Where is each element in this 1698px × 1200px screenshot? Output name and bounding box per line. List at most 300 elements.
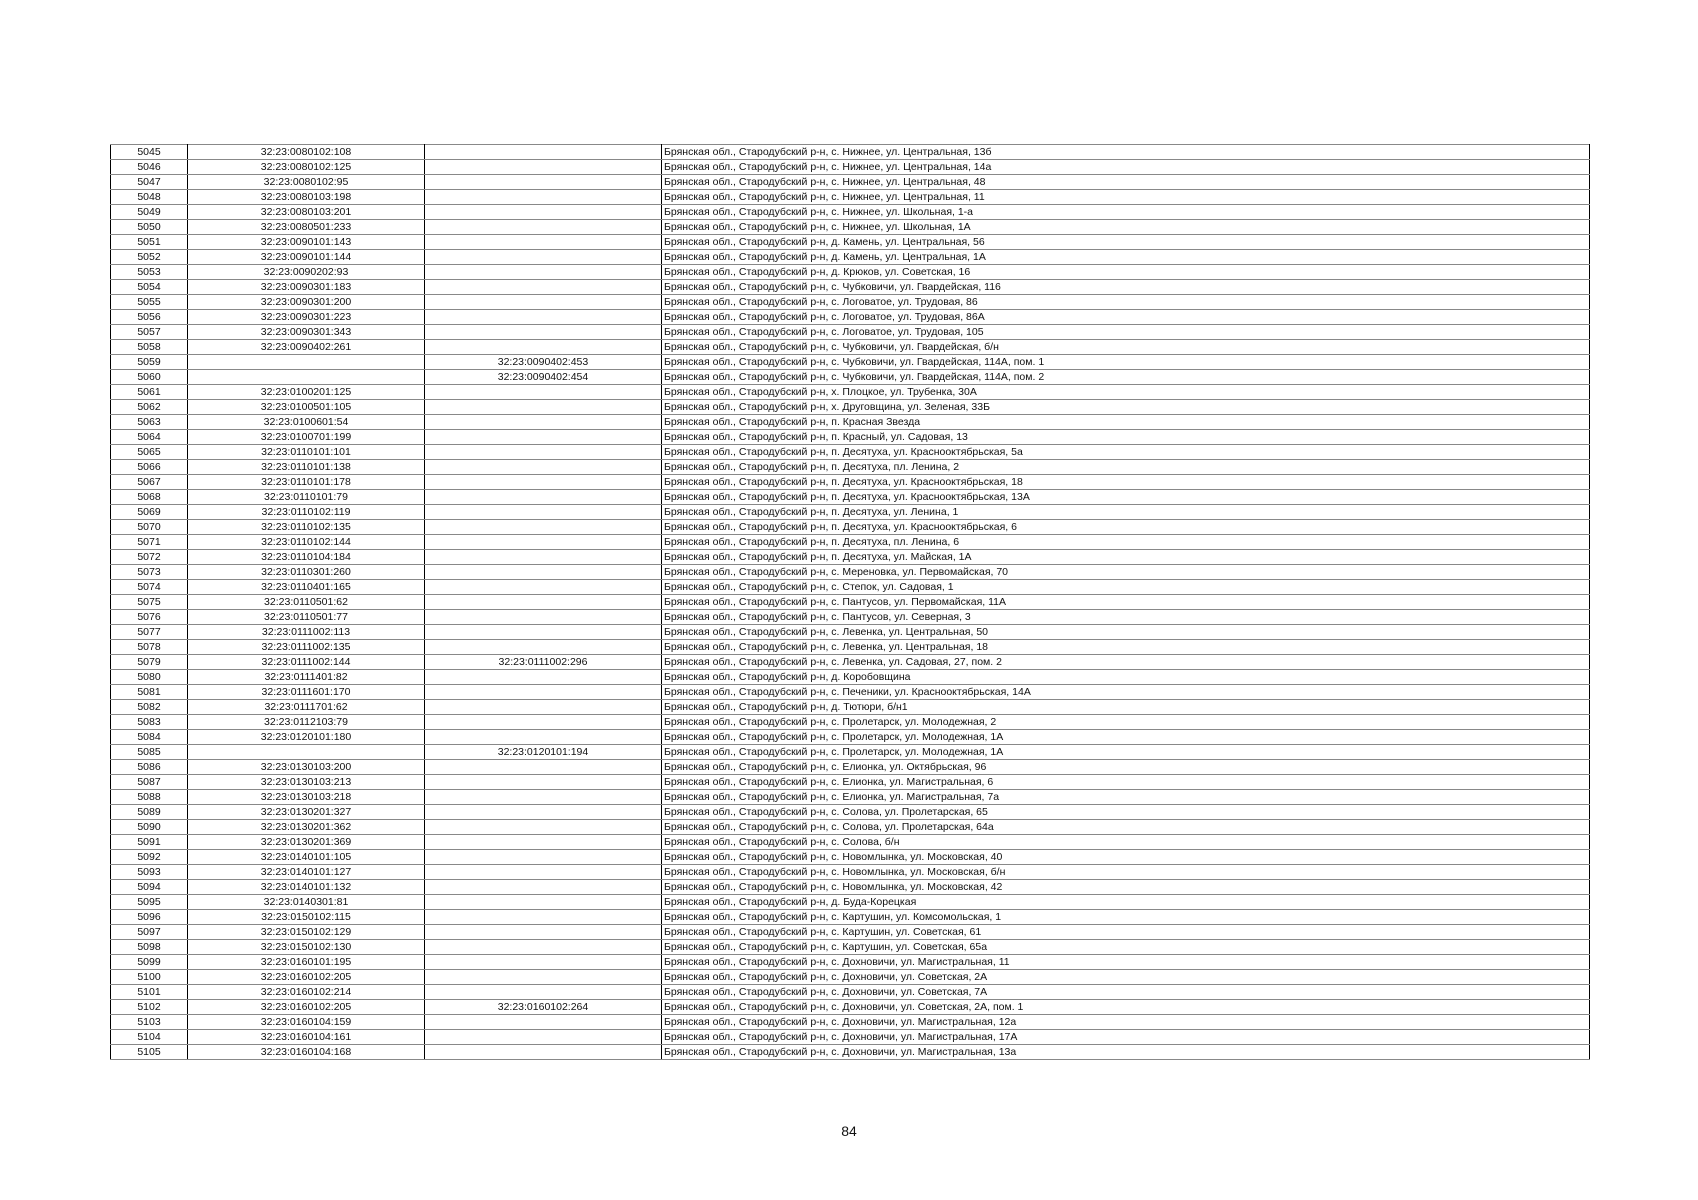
address: Брянская обл., Стародубский р-н, с. Картушин, ул. Советская, 65а	[662, 940, 1590, 955]
cadastral-number: 32:23:0140101:105	[188, 850, 425, 865]
table-row	[111, 985, 1590, 1000]
row-number: 5083	[111, 715, 188, 730]
address: Брянская обл., Стародубский р-н, с. Дохновичи, ул. Советская, 7А	[662, 985, 1590, 1000]
cadastral-number: 32:23:0130103:218	[188, 790, 425, 805]
row-number: 5065	[111, 445, 188, 460]
row-number: 5090	[111, 820, 188, 835]
table-row	[111, 160, 1590, 175]
row-number: 5086	[111, 760, 188, 775]
cadastral-number: 32:23:0110101:101	[188, 445, 425, 460]
row-number: 5080	[111, 670, 188, 685]
table-row	[111, 775, 1590, 790]
row-number: 5052	[111, 250, 188, 265]
address: Брянская обл., Стародубский р-н, с. Дохновичи, ул. Советская, 2А, пом. 1	[662, 1000, 1590, 1015]
table-row	[111, 895, 1590, 910]
address: Брянская обл., Стародубский р-н, с. Чубковичи, ул. Гвардейская, 116	[662, 280, 1590, 295]
cadastral-number: 32:23:0140101:132	[188, 880, 425, 895]
premises-cadastral-number	[425, 595, 662, 610]
row-number: 5055	[111, 295, 188, 310]
premises-cadastral-number	[425, 895, 662, 910]
cadastral-number: 32:23:0090101:143	[188, 235, 425, 250]
address: Брянская обл., Стародубский р-н, с. Дохновичи, ул. Советская, 2А	[662, 970, 1590, 985]
cadastral-number: 32:23:0110501:62	[188, 595, 425, 610]
address: Брянская обл., Стародубский р-н, с. Елионка, ул. Магистральная, 7а	[662, 790, 1590, 805]
address: Брянская обл., Стародубский р-н, с. Мереновка, ул. Первомайская, 70	[662, 565, 1590, 580]
row-number: 5085	[111, 745, 188, 760]
premises-cadastral-number	[425, 340, 662, 355]
cadastral-number: 32:23:0090101:144	[188, 250, 425, 265]
premises-cadastral-number	[425, 205, 662, 220]
cadastral-number: 32:23:0110301:260	[188, 565, 425, 580]
table-row	[111, 715, 1590, 730]
premises-cadastral-number	[425, 520, 662, 535]
table-row	[111, 475, 1590, 490]
premises-cadastral-number	[425, 145, 662, 160]
table-row	[111, 265, 1590, 280]
table-row	[111, 745, 1590, 760]
cadastral-number: 32:23:0111002:144	[188, 655, 425, 670]
row-number: 5057	[111, 325, 188, 340]
table-row	[111, 370, 1590, 385]
address: Брянская обл., Стародубский р-н, с. Нижнее, ул. Школьная, 1А	[662, 220, 1590, 235]
address: Брянская обл., Стародубский р-н, с. Логоватое, ул. Трудовая, 86	[662, 295, 1590, 310]
premises-cadastral-number	[425, 760, 662, 775]
address: Брянская обл., Стародубский р-н, д. Крюков, ул. Советская, 16	[662, 265, 1590, 280]
table-body	[111, 145, 1590, 1060]
table-row	[111, 1015, 1590, 1030]
cadastral-number: 32:23:0130103:213	[188, 775, 425, 790]
row-number: 5050	[111, 220, 188, 235]
table-row	[111, 790, 1590, 805]
cadastral-number: 32:23:0130103:200	[188, 760, 425, 775]
cadastral-number: 32:23:0160101:195	[188, 955, 425, 970]
premises-cadastral-number	[425, 280, 662, 295]
row-number: 5073	[111, 565, 188, 580]
premises-cadastral-number	[425, 295, 662, 310]
address: Брянская обл., Стародубский р-н, с. Нижнее, ул. Школьная, 1-а	[662, 205, 1590, 220]
table-row	[111, 940, 1590, 955]
row-number: 5066	[111, 460, 188, 475]
table-row	[111, 1000, 1590, 1015]
cadastral-number: 32:23:0100201:125	[188, 385, 425, 400]
premises-cadastral-number	[425, 730, 662, 745]
table-row	[111, 580, 1590, 595]
address: Брянская обл., Стародубский р-н, с. Пролетарск, ул. Молодежная, 2	[662, 715, 1590, 730]
premises-cadastral-number	[425, 250, 662, 265]
premises-cadastral-number	[425, 715, 662, 730]
address: Брянская обл., Стародубский р-н, с. Солова, ул. Пролетарская, 65	[662, 805, 1590, 820]
table-row	[111, 550, 1590, 565]
address: Брянская обл., Стародубский р-н, с. Дохновичи, ул. Магистральная, 17А	[662, 1030, 1590, 1045]
cadastral-number: 32:23:0160102:205	[188, 1000, 425, 1015]
row-number: 5105	[111, 1045, 188, 1060]
table-row	[111, 295, 1590, 310]
cadastral-number: 32:23:0080103:201	[188, 205, 425, 220]
address: Брянская обл., Стародубский р-н, с. Левенка, ул. Центральная, 18	[662, 640, 1590, 655]
table-row	[111, 220, 1590, 235]
cadastral-number: 32:23:0150102:115	[188, 910, 425, 925]
address: Брянская обл., Стародубский р-н, д. Тютюри, б/н1	[662, 700, 1590, 715]
address: Брянская обл., Стародубский р-н, п. Красная Звезда	[662, 415, 1590, 430]
table-row	[111, 910, 1590, 925]
premises-cadastral-number	[425, 880, 662, 895]
row-number: 5092	[111, 850, 188, 865]
property-table	[110, 144, 1590, 1060]
row-number: 5054	[111, 280, 188, 295]
premises-cadastral-number	[425, 535, 662, 550]
row-number: 5061	[111, 385, 188, 400]
row-number: 5069	[111, 505, 188, 520]
address: Брянская обл., Стародубский р-н, с. Солова, б/н	[662, 835, 1590, 850]
cadastral-number: 32:23:0110102:144	[188, 535, 425, 550]
table-row	[111, 685, 1590, 700]
row-number: 5049	[111, 205, 188, 220]
premises-cadastral-number	[425, 970, 662, 985]
address: Брянская обл., Стародубский р-н, д. Камень, ул. Центральная, 56	[662, 235, 1590, 250]
row-number: 5056	[111, 310, 188, 325]
row-number: 5104	[111, 1030, 188, 1045]
premises-cadastral-number	[425, 385, 662, 400]
table-row	[111, 565, 1590, 580]
premises-cadastral-number	[425, 790, 662, 805]
table-row	[111, 490, 1590, 505]
table-row	[111, 520, 1590, 535]
cadastral-number: 32:23:0130201:369	[188, 835, 425, 850]
table-row	[111, 820, 1590, 835]
table-row	[111, 760, 1590, 775]
row-number: 5045	[111, 145, 188, 160]
row-number: 5098	[111, 940, 188, 955]
cadastral-number: 32:23:0112103:79	[188, 715, 425, 730]
cadastral-number	[188, 355, 425, 370]
cadastral-number: 32:23:0080102:125	[188, 160, 425, 175]
address: Брянская обл., Стародубский р-н, с. Нижнее, ул. Центральная, 48	[662, 175, 1590, 190]
address: Брянская обл., Стародубский р-н, с. Левенка, ул. Садовая, 27, пом. 2	[662, 655, 1590, 670]
address: Брянская обл., Стародубский р-н, с. Чубковичи, ул. Гвардейская, б/н	[662, 340, 1590, 355]
row-number: 5076	[111, 610, 188, 625]
cadastral-number: 32:23:0130201:327	[188, 805, 425, 820]
cadastral-number: 32:23:0120101:180	[188, 730, 425, 745]
premises-cadastral-number: 32:23:0090402:453	[425, 355, 662, 370]
row-number: 5074	[111, 580, 188, 595]
table-row	[111, 235, 1590, 250]
table-row	[111, 325, 1590, 340]
cadastral-number: 32:23:0111002:113	[188, 625, 425, 640]
address: Брянская обл., Стародубский р-н, с. Елионка, ул. Магистральная, 6	[662, 775, 1590, 790]
address: Брянская обл., Стародубский р-н, п. Десятуха, ул. Краснооктябрьская, 6	[662, 520, 1590, 535]
table-row	[111, 880, 1590, 895]
table-row	[111, 805, 1590, 820]
address: Брянская обл., Стародубский р-н, с. Чубковичи, ул. Гвардейская, 114А, пом. 1	[662, 355, 1590, 370]
cadastral-number: 32:23:0090301:183	[188, 280, 425, 295]
premises-cadastral-number	[425, 955, 662, 970]
premises-cadastral-number	[425, 475, 662, 490]
address: Брянская обл., Стародубский р-н, с. Картушин, ул. Комсомольская, 1	[662, 910, 1590, 925]
row-number: 5077	[111, 625, 188, 640]
premises-cadastral-number	[425, 190, 662, 205]
table-row	[111, 340, 1590, 355]
premises-cadastral-number	[425, 835, 662, 850]
address: Брянская обл., Стародубский р-н, п. Десятуха, ул. Краснооктябрьская, 13А	[662, 490, 1590, 505]
premises-cadastral-number	[425, 460, 662, 475]
address: Брянская обл., Стародубский р-н, с. Нижнее, ул. Центральная, 14а	[662, 160, 1590, 175]
cadastral-number: 32:23:0100601:54	[188, 415, 425, 430]
cadastral-number: 32:23:0150102:130	[188, 940, 425, 955]
row-number: 5053	[111, 265, 188, 280]
cadastral-number: 32:23:0090202:93	[188, 265, 425, 280]
row-number: 5081	[111, 685, 188, 700]
premises-cadastral-number	[425, 415, 662, 430]
cadastral-number: 32:23:0150102:129	[188, 925, 425, 940]
premises-cadastral-number	[425, 985, 662, 1000]
address: Брянская обл., Стародубский р-н, п. Десятуха, ул. Краснооктябрьская, 18	[662, 475, 1590, 490]
cadastral-number: 32:23:0111601:170	[188, 685, 425, 700]
address: Брянская обл., Стародубский р-н, с. Новомлынка, ул. Московская, 40	[662, 850, 1590, 865]
premises-cadastral-number	[425, 925, 662, 940]
row-number: 5101	[111, 985, 188, 1000]
table-row	[111, 460, 1590, 475]
address: Брянская обл., Стародубский р-н, д. Буда-Корецкая	[662, 895, 1590, 910]
address: Брянская обл., Стародубский р-н, с. Степок, ул. Садовая, 1	[662, 580, 1590, 595]
table-row	[111, 355, 1590, 370]
address: Брянская обл., Стародубский р-н, с. Нижнее, ул. Центральная, 11	[662, 190, 1590, 205]
table-row	[111, 730, 1590, 745]
premises-cadastral-number	[425, 265, 662, 280]
premises-cadastral-number	[425, 175, 662, 190]
address: Брянская обл., Стародубский р-н, с. Логоватое, ул. Трудовая, 86А	[662, 310, 1590, 325]
table-row	[111, 205, 1590, 220]
table-row	[111, 535, 1590, 550]
address: Брянская обл., Стародубский р-н, с. Левенка, ул. Центральная, 50	[662, 625, 1590, 640]
row-number: 5094	[111, 880, 188, 895]
premises-cadastral-number	[425, 490, 662, 505]
address: Брянская обл., Стародубский р-н, с. Новомлынка, ул. Московская, 42	[662, 880, 1590, 895]
table-row	[111, 640, 1590, 655]
cadastral-number: 32:23:0140101:127	[188, 865, 425, 880]
premises-cadastral-number	[425, 865, 662, 880]
table-row	[111, 700, 1590, 715]
address: Брянская обл., Стародубский р-н, с. Елионка, ул. Октябрьская, 96	[662, 760, 1590, 775]
row-number: 5087	[111, 775, 188, 790]
premises-cadastral-number	[425, 640, 662, 655]
address: Брянская обл., Стародубский р-н, с. Дохновичи, ул. Магистральная, 13а	[662, 1045, 1590, 1060]
address: Брянская обл., Стародубский р-н, х. Плоцкое, ул. Трубенка, 30А	[662, 385, 1590, 400]
row-number: 5067	[111, 475, 188, 490]
table-row	[111, 670, 1590, 685]
row-number: 5048	[111, 190, 188, 205]
premises-cadastral-number: 32:23:0120101:194	[425, 745, 662, 760]
address: Брянская обл., Стародубский р-н, д. Камень, ул. Центральная, 1А	[662, 250, 1590, 265]
table-row	[111, 400, 1590, 415]
table-row	[111, 835, 1590, 850]
row-number: 5063	[111, 415, 188, 430]
cadastral-number: 32:23:0160102:205	[188, 970, 425, 985]
cadastral-number: 32:23:0110501:77	[188, 610, 425, 625]
premises-cadastral-number	[425, 685, 662, 700]
cadastral-number: 32:23:0090402:261	[188, 340, 425, 355]
cadastral-number: 32:23:0110104:184	[188, 550, 425, 565]
row-number: 5082	[111, 700, 188, 715]
table-row	[111, 385, 1590, 400]
row-number: 5099	[111, 955, 188, 970]
premises-cadastral-number	[425, 580, 662, 595]
address: Брянская обл., Стародубский р-н, с. Пантусов, ул. Первомайская, 11А	[662, 595, 1590, 610]
row-number: 5059	[111, 355, 188, 370]
premises-cadastral-number	[425, 1015, 662, 1030]
premises-cadastral-number	[425, 670, 662, 685]
table-row	[111, 850, 1590, 865]
cadastral-number: 32:23:0111701:62	[188, 700, 425, 715]
cadastral-number: 32:23:0110101:178	[188, 475, 425, 490]
table-row	[111, 280, 1590, 295]
address: Брянская обл., Стародубский р-н, п. Десятуха, пл. Ленина, 6	[662, 535, 1590, 550]
row-number: 5103	[111, 1015, 188, 1030]
premises-cadastral-number	[425, 430, 662, 445]
cadastral-number: 32:23:0160104:168	[188, 1045, 425, 1060]
cadastral-number: 32:23:0130201:362	[188, 820, 425, 835]
cadastral-number: 32:23:0110101:79	[188, 490, 425, 505]
row-number: 5084	[111, 730, 188, 745]
row-number: 5093	[111, 865, 188, 880]
row-number: 5088	[111, 790, 188, 805]
table-row	[111, 625, 1590, 640]
row-number: 5046	[111, 160, 188, 175]
table-row	[111, 310, 1590, 325]
row-number: 5097	[111, 925, 188, 940]
table-row	[111, 430, 1590, 445]
table-row	[111, 505, 1590, 520]
address: Брянская обл., Стародубский р-н, п. Десятуха, ул. Майская, 1А	[662, 550, 1590, 565]
address: Брянская обл., Стародубский р-н, с. Нижнее, ул. Центральная, 13б	[662, 145, 1590, 160]
cadastral-number: 32:23:0080501:233	[188, 220, 425, 235]
table-row	[111, 595, 1590, 610]
cadastral-number: 32:23:0140301:81	[188, 895, 425, 910]
row-number: 5091	[111, 835, 188, 850]
premises-cadastral-number: 32:23:0111002:296	[425, 655, 662, 670]
address: Брянская обл., Стародубский р-н, п. Десятуха, пл. Ленина, 2	[662, 460, 1590, 475]
premises-cadastral-number	[425, 325, 662, 340]
cadastral-number: 32:23:0111401:82	[188, 670, 425, 685]
address: Брянская обл., Стародубский р-н, с. Печеники, ул. Краснооктябрьская, 14А	[662, 685, 1590, 700]
cadastral-number: 32:23:0110101:138	[188, 460, 425, 475]
premises-cadastral-number	[425, 805, 662, 820]
premises-cadastral-number	[425, 445, 662, 460]
cadastral-number	[188, 370, 425, 385]
cadastral-number: 32:23:0080102:108	[188, 145, 425, 160]
cadastral-number: 32:23:0110102:119	[188, 505, 425, 520]
row-number: 5078	[111, 640, 188, 655]
table-row	[111, 970, 1590, 985]
row-number: 5051	[111, 235, 188, 250]
premises-cadastral-number	[425, 910, 662, 925]
premises-cadastral-number: 32:23:0090402:454	[425, 370, 662, 385]
premises-cadastral-number	[425, 505, 662, 520]
address: Брянская обл., Стародубский р-н, с. Пантусов, ул. Северная, 3	[662, 610, 1590, 625]
row-number: 5064	[111, 430, 188, 445]
address: Брянская обл., Стародубский р-н, п. Красный, ул. Садовая, 13	[662, 430, 1590, 445]
premises-cadastral-number	[425, 400, 662, 415]
table-row	[111, 445, 1590, 460]
premises-cadastral-number: 32:23:0160102:264	[425, 1000, 662, 1015]
table-row	[111, 925, 1590, 940]
table-row	[111, 175, 1590, 190]
premises-cadastral-number	[425, 1030, 662, 1045]
cadastral-number: 32:23:0110401:165	[188, 580, 425, 595]
premises-cadastral-number	[425, 220, 662, 235]
table-row	[111, 190, 1590, 205]
row-number: 5047	[111, 175, 188, 190]
address: Брянская обл., Стародубский р-н, с. Дохновичи, ул. Магистральная, 12а	[662, 1015, 1590, 1030]
address: Брянская обл., Стародубский р-н, с. Логоватое, ул. Трудовая, 105	[662, 325, 1590, 340]
row-number: 5075	[111, 595, 188, 610]
premises-cadastral-number	[425, 625, 662, 640]
address: Брянская обл., Стародубский р-н, с. Дохновичи, ул. Магистральная, 11	[662, 955, 1590, 970]
row-number: 5100	[111, 970, 188, 985]
table-row	[111, 250, 1590, 265]
cadastral-number: 32:23:0080102:95	[188, 175, 425, 190]
row-number: 5068	[111, 490, 188, 505]
address: Брянская обл., Стародубский р-н, с. Пролетарск, ул. Молодежная, 1А	[662, 730, 1590, 745]
row-number: 5096	[111, 910, 188, 925]
address: Брянская обл., Стародубский р-н, п. Десятуха, ул. Ленина, 1	[662, 505, 1590, 520]
row-number: 5102	[111, 1000, 188, 1015]
row-number: 5058	[111, 340, 188, 355]
premises-cadastral-number	[425, 565, 662, 580]
cadastral-number: 32:23:0090301:343	[188, 325, 425, 340]
row-number: 5072	[111, 550, 188, 565]
premises-cadastral-number	[425, 610, 662, 625]
row-number: 5089	[111, 805, 188, 820]
table-row	[111, 1045, 1590, 1060]
table-row	[111, 955, 1590, 970]
cadastral-number: 32:23:0080103:198	[188, 190, 425, 205]
cadastral-number: 32:23:0090301:223	[188, 310, 425, 325]
address: Брянская обл., Стародубский р-н, с. Пролетарск, ул. Молодежная, 1А	[662, 745, 1590, 760]
cadastral-number: 32:23:0100701:199	[188, 430, 425, 445]
row-number: 5071	[111, 535, 188, 550]
premises-cadastral-number	[425, 850, 662, 865]
cadastral-number: 32:23:0160104:159	[188, 1015, 425, 1030]
table-row	[111, 865, 1590, 880]
premises-cadastral-number	[425, 310, 662, 325]
row-number: 5070	[111, 520, 188, 535]
cadastral-number: 32:23:0160104:161	[188, 1030, 425, 1045]
premises-cadastral-number	[425, 235, 662, 250]
cadastral-number: 32:23:0110102:135	[188, 520, 425, 535]
address: Брянская обл., Стародубский р-н, д. Коробовщина	[662, 670, 1590, 685]
table-row	[111, 145, 1590, 160]
row-number: 5079	[111, 655, 188, 670]
row-number: 5062	[111, 400, 188, 415]
address: Брянская обл., Стародубский р-н, х. Друговщина, ул. Зеленая, 33Б	[662, 400, 1590, 415]
table-row	[111, 1030, 1590, 1045]
premises-cadastral-number	[425, 550, 662, 565]
premises-cadastral-number	[425, 775, 662, 790]
table-row	[111, 415, 1590, 430]
page-number: 84	[841, 1123, 857, 1139]
table-row	[111, 610, 1590, 625]
address: Брянская обл., Стародубский р-н, с. Солова, ул. Пролетарская, 64а	[662, 820, 1590, 835]
address: Брянская обл., Стародубский р-н, с. Новомлынка, ул. Московская, б/н	[662, 865, 1590, 880]
cadastral-number: 32:23:0111002:135	[188, 640, 425, 655]
cadastral-number: 32:23:0160102:214	[188, 985, 425, 1000]
premises-cadastral-number	[425, 940, 662, 955]
premises-cadastral-number	[425, 160, 662, 175]
premises-cadastral-number	[425, 1045, 662, 1060]
cadastral-number: 32:23:0100501:105	[188, 400, 425, 415]
address: Брянская обл., Стародубский р-н, с. Чубковичи, ул. Гвардейская, 114А, пом. 2	[662, 370, 1590, 385]
table-row	[111, 655, 1590, 670]
